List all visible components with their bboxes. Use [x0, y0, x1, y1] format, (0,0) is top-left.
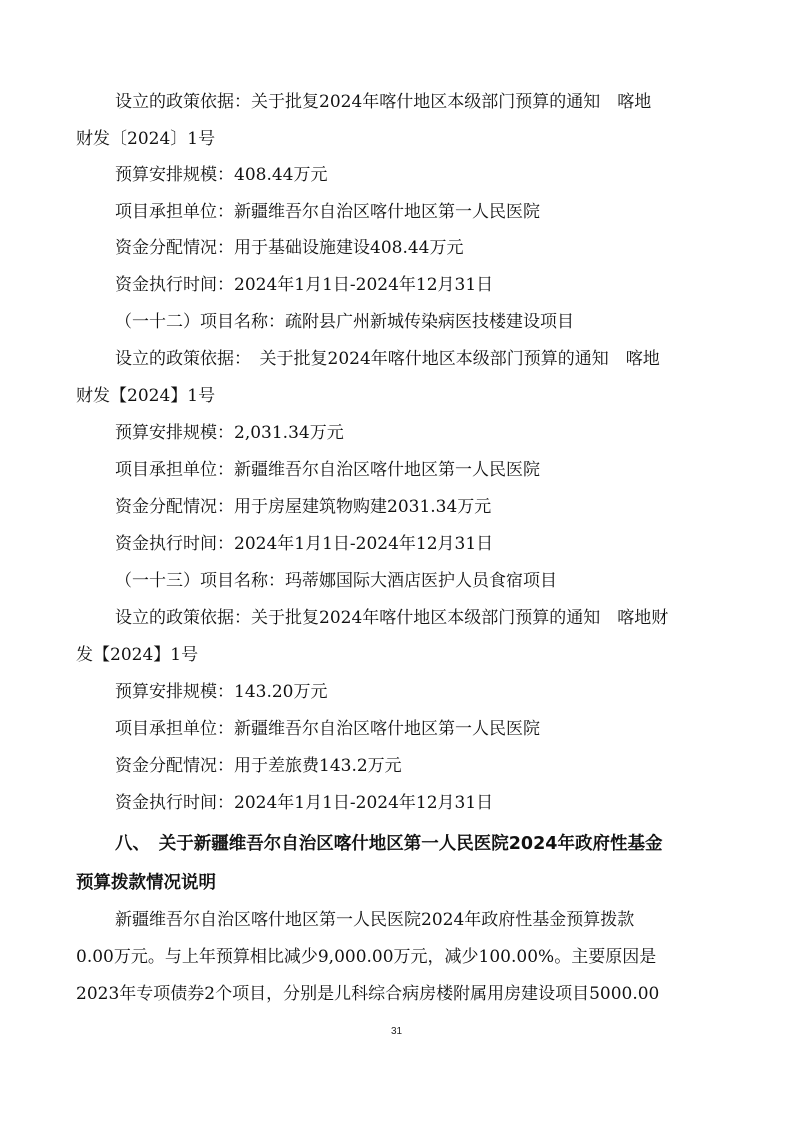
budget-scale-13: 预算安排规模：143.20万元: [115, 682, 328, 702]
policy-basis-cont-13: 发【2024】1号: [76, 645, 199, 665]
paragraph-line-3: 2023年专项债券2个项目，分别是儿科综合病房楼附属用房建设项目5000.00: [76, 984, 660, 1004]
project-title-13: （一十三）项目名称：玛蒂娜国际大酒店医护人员食宿项目: [115, 571, 557, 591]
paragraph-line-1: 新疆维吾尔自治区喀什地区第一人民医院2024年政府性基金预算拨款: [115, 910, 635, 930]
section-heading-8: 八、 关于新疆维吾尔自治区喀什地区第一人民医院2024年政府性基金: [115, 834, 663, 854]
page-number: 31: [390, 1026, 403, 1037]
execution-time-13: 资金执行时间：2024年1月1日-2024年12月31日: [115, 793, 494, 813]
policy-basis-cont-12: 财发【2024】1号: [76, 386, 216, 406]
undertaking-unit-12: 项目承担单位：新疆维吾尔自治区喀什地区第一人民医院: [115, 460, 540, 480]
fund-allocation-11: 资金分配情况：用于基础设施建设408.44万元: [115, 238, 464, 258]
undertaking-unit-11: 项目承担单位：新疆维吾尔自治区喀什地区第一人民医院: [115, 202, 540, 222]
execution-time-12: 资金执行时间：2024年1月1日-2024年12月31日: [115, 534, 494, 554]
section-heading-8-cont: 预算拨款情况说明: [76, 873, 216, 893]
budget-scale-11: 预算安排规模：408.44万元: [115, 165, 328, 185]
undertaking-unit-13: 项目承担单位：新疆维吾尔自治区喀什地区第一人民医院: [115, 719, 540, 739]
policy-basis-line-11: 设立的政策依据：关于批复2024年喀什地区本级部门预算的通知 喀地: [115, 92, 652, 112]
policy-basis-cont-11: 财发〔2024〕1号: [76, 129, 216, 149]
project-title-12: （一十二）项目名称：疏附县广州新城传染病医技楼建设项目: [115, 312, 574, 332]
policy-basis-line-12: 设立的政策依据： 关于批复2024年喀什地区本级部门预算的通知 喀地: [115, 349, 660, 369]
execution-time-11: 资金执行时间：2024年1月1日-2024年12月31日: [115, 275, 494, 295]
policy-basis-line-13: 设立的政策依据：关于批复2024年喀什地区本级部门预算的通知 喀地财: [115, 608, 669, 628]
fund-allocation-13: 资金分配情况：用于差旅费143.2万元: [115, 756, 402, 776]
paragraph-line-2: 0.00万元。与上年预算相比减少9,000.00万元，减少100.00%。主要原因是: [76, 947, 657, 967]
fund-allocation-12: 资金分配情况：用于房屋建筑物购建2031.34万元: [115, 497, 492, 517]
budget-scale-12: 预算安排规模：2,031.34万元: [115, 423, 344, 443]
